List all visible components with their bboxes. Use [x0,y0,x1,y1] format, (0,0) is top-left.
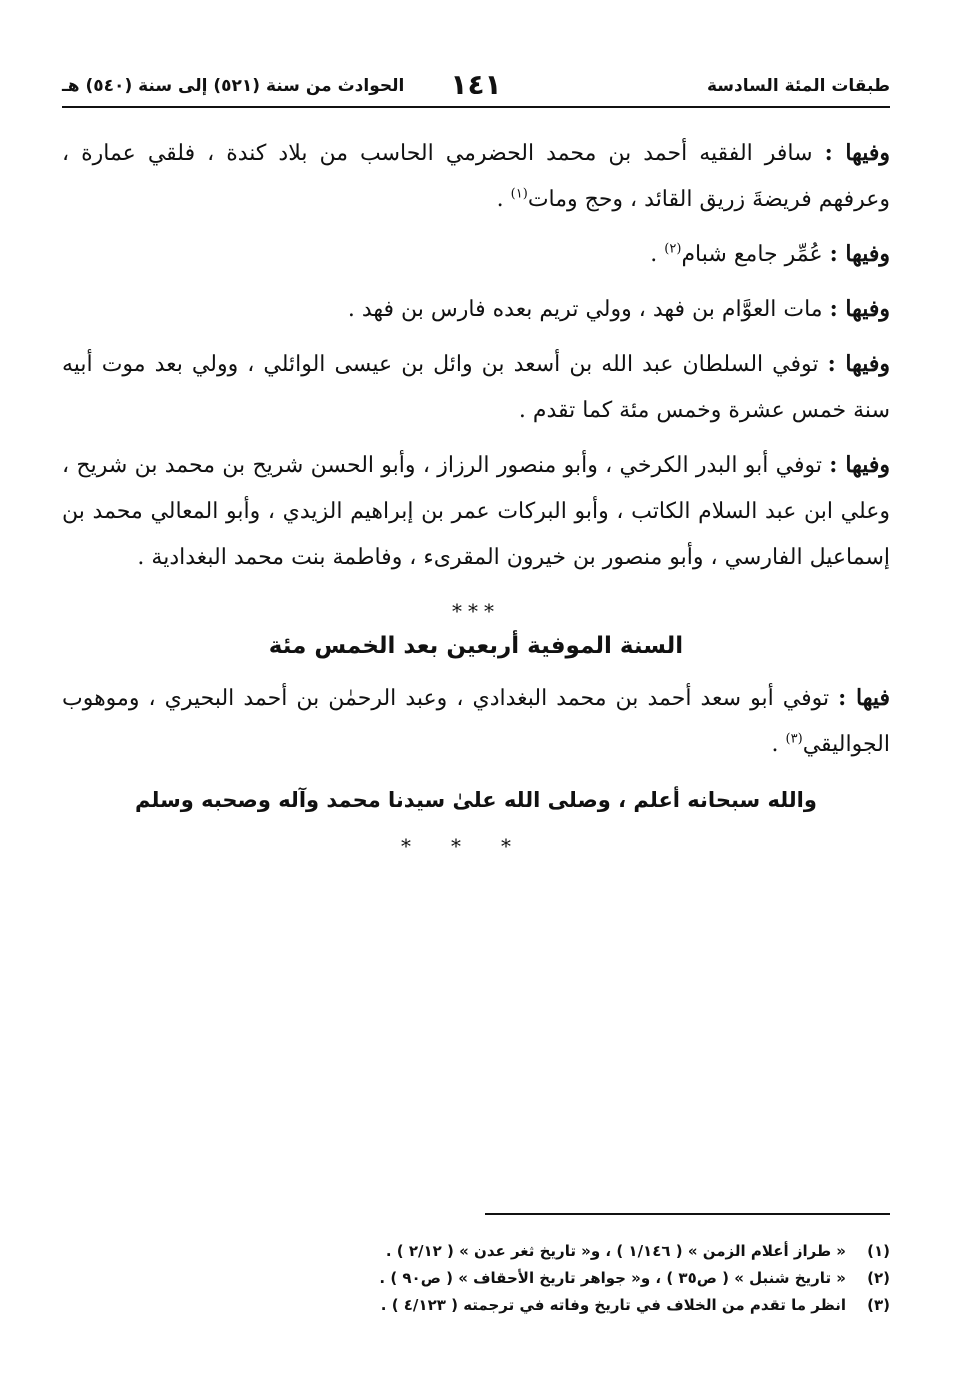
paragraph-lead: وفيها : [829,296,890,322]
paragraph [62,341,890,434]
footnote-ref: (١) [510,186,528,202]
footnote [62,1265,890,1292]
footnote [62,1292,890,1319]
closing-prayer: والله سبحانه أعلم ، وصلى الله علىٰ سيدنا محمد وآله وصحبه وسلم [135,788,817,812]
paragraph-lead: وفيها : [829,241,890,267]
paragraph [62,442,890,581]
main-text [62,130,890,858]
paragraph [62,130,890,223]
footnote-text: « طراز أعلام الزمن » ( ١/١٤٦ ) ، و« تاريخ ثغر عدن » ( ٢/١٢ ) . [385,1242,846,1260]
footnote-number: (٣) [867,1296,890,1314]
footnote [62,1238,890,1265]
page-number: ١٤١ [450,68,502,101]
footnote-text: « تاريخ شنبل » ( ص٣٥ ) ، و« جواهر تاريخ الأحقاف » ( ص٩٠ ) . [379,1269,846,1287]
footnote-ref: (٢) [664,241,682,257]
paragraph-text: توفي السلطان عبد الله بن أسعد بن وائل بن عيسى الوائلي ، وولي بعد موت أبيه سنة خمس عشرة وخمس مئة كما تقدم . [62,352,890,423]
paragraph-text: سافر الفقيه أحمد بن محمد الحضرمي الحاسب من بلاد كندة ، فلقي عمارة ، وعرفهم فريضةَ زريق القائد ، وحج ومات [62,141,890,212]
footnote-text: انظر ما تقدم من الخلاف في تاريخ وفاته في ترجمته ( ٤/١٢٣ ) . [380,1296,846,1314]
paragraph-text: توفي أبو سعد أحمد بن محمد البغدادي ، وعبد الرحمٰن بن أحمد البحيري ، وموهوب الجواليقي [62,686,890,757]
section-title: السنة الموفية أربعين بعد الخمس مئة [268,633,684,659]
paragraph-lead: وفيها : [827,351,891,377]
paragraph-tail: . [650,242,665,267]
paragraph-text: عُمِّر جامع شبام [681,242,830,267]
footnote-rule [485,1213,890,1215]
paragraph [62,286,890,333]
section-separator: *** [452,599,500,623]
footnote-ref: (٣) [785,731,803,747]
footnotes [62,1238,890,1319]
paragraph-tail: . [771,732,786,757]
paragraph-text: توفي أبو البدر الكرخي ، وأبو منصور الرزاز ، وأبو الحسن شريح بن محمد بن شريح ، وعلي ابن عبد السلام الكاتب ، وأبو البركات عمر بن إبراهيم الزيدي ، وأبو المعالي محمد بن إسماعيل الفارسي ، وأبو منصور بن خيرون المقرىء ، وفاطمة بنت محمد البغدادية . [62,453,890,570]
paragraph-lead: فيها : [838,685,891,711]
paragraph [62,675,890,768]
running-header [62,68,890,108]
paragraph-tail: . [496,187,511,212]
paragraph-lead: وفيها : [824,140,890,166]
footnote-number: (٢) [867,1269,890,1287]
paragraph-text: مات العوَّام بن فهد ، وولي تريم بعده فارس بن فهد . [347,297,830,322]
section-range: الحوادث من سنة (٥٢١) إلى سنة (٥٤٠) هـ [62,76,405,96]
book-title: طبقات المئة السادسة [707,76,890,96]
footnote-number: (١) [867,1242,890,1260]
paragraph-lead: وفيها : [829,452,890,478]
paragraph [62,231,890,278]
end-separator: *** [401,834,551,858]
